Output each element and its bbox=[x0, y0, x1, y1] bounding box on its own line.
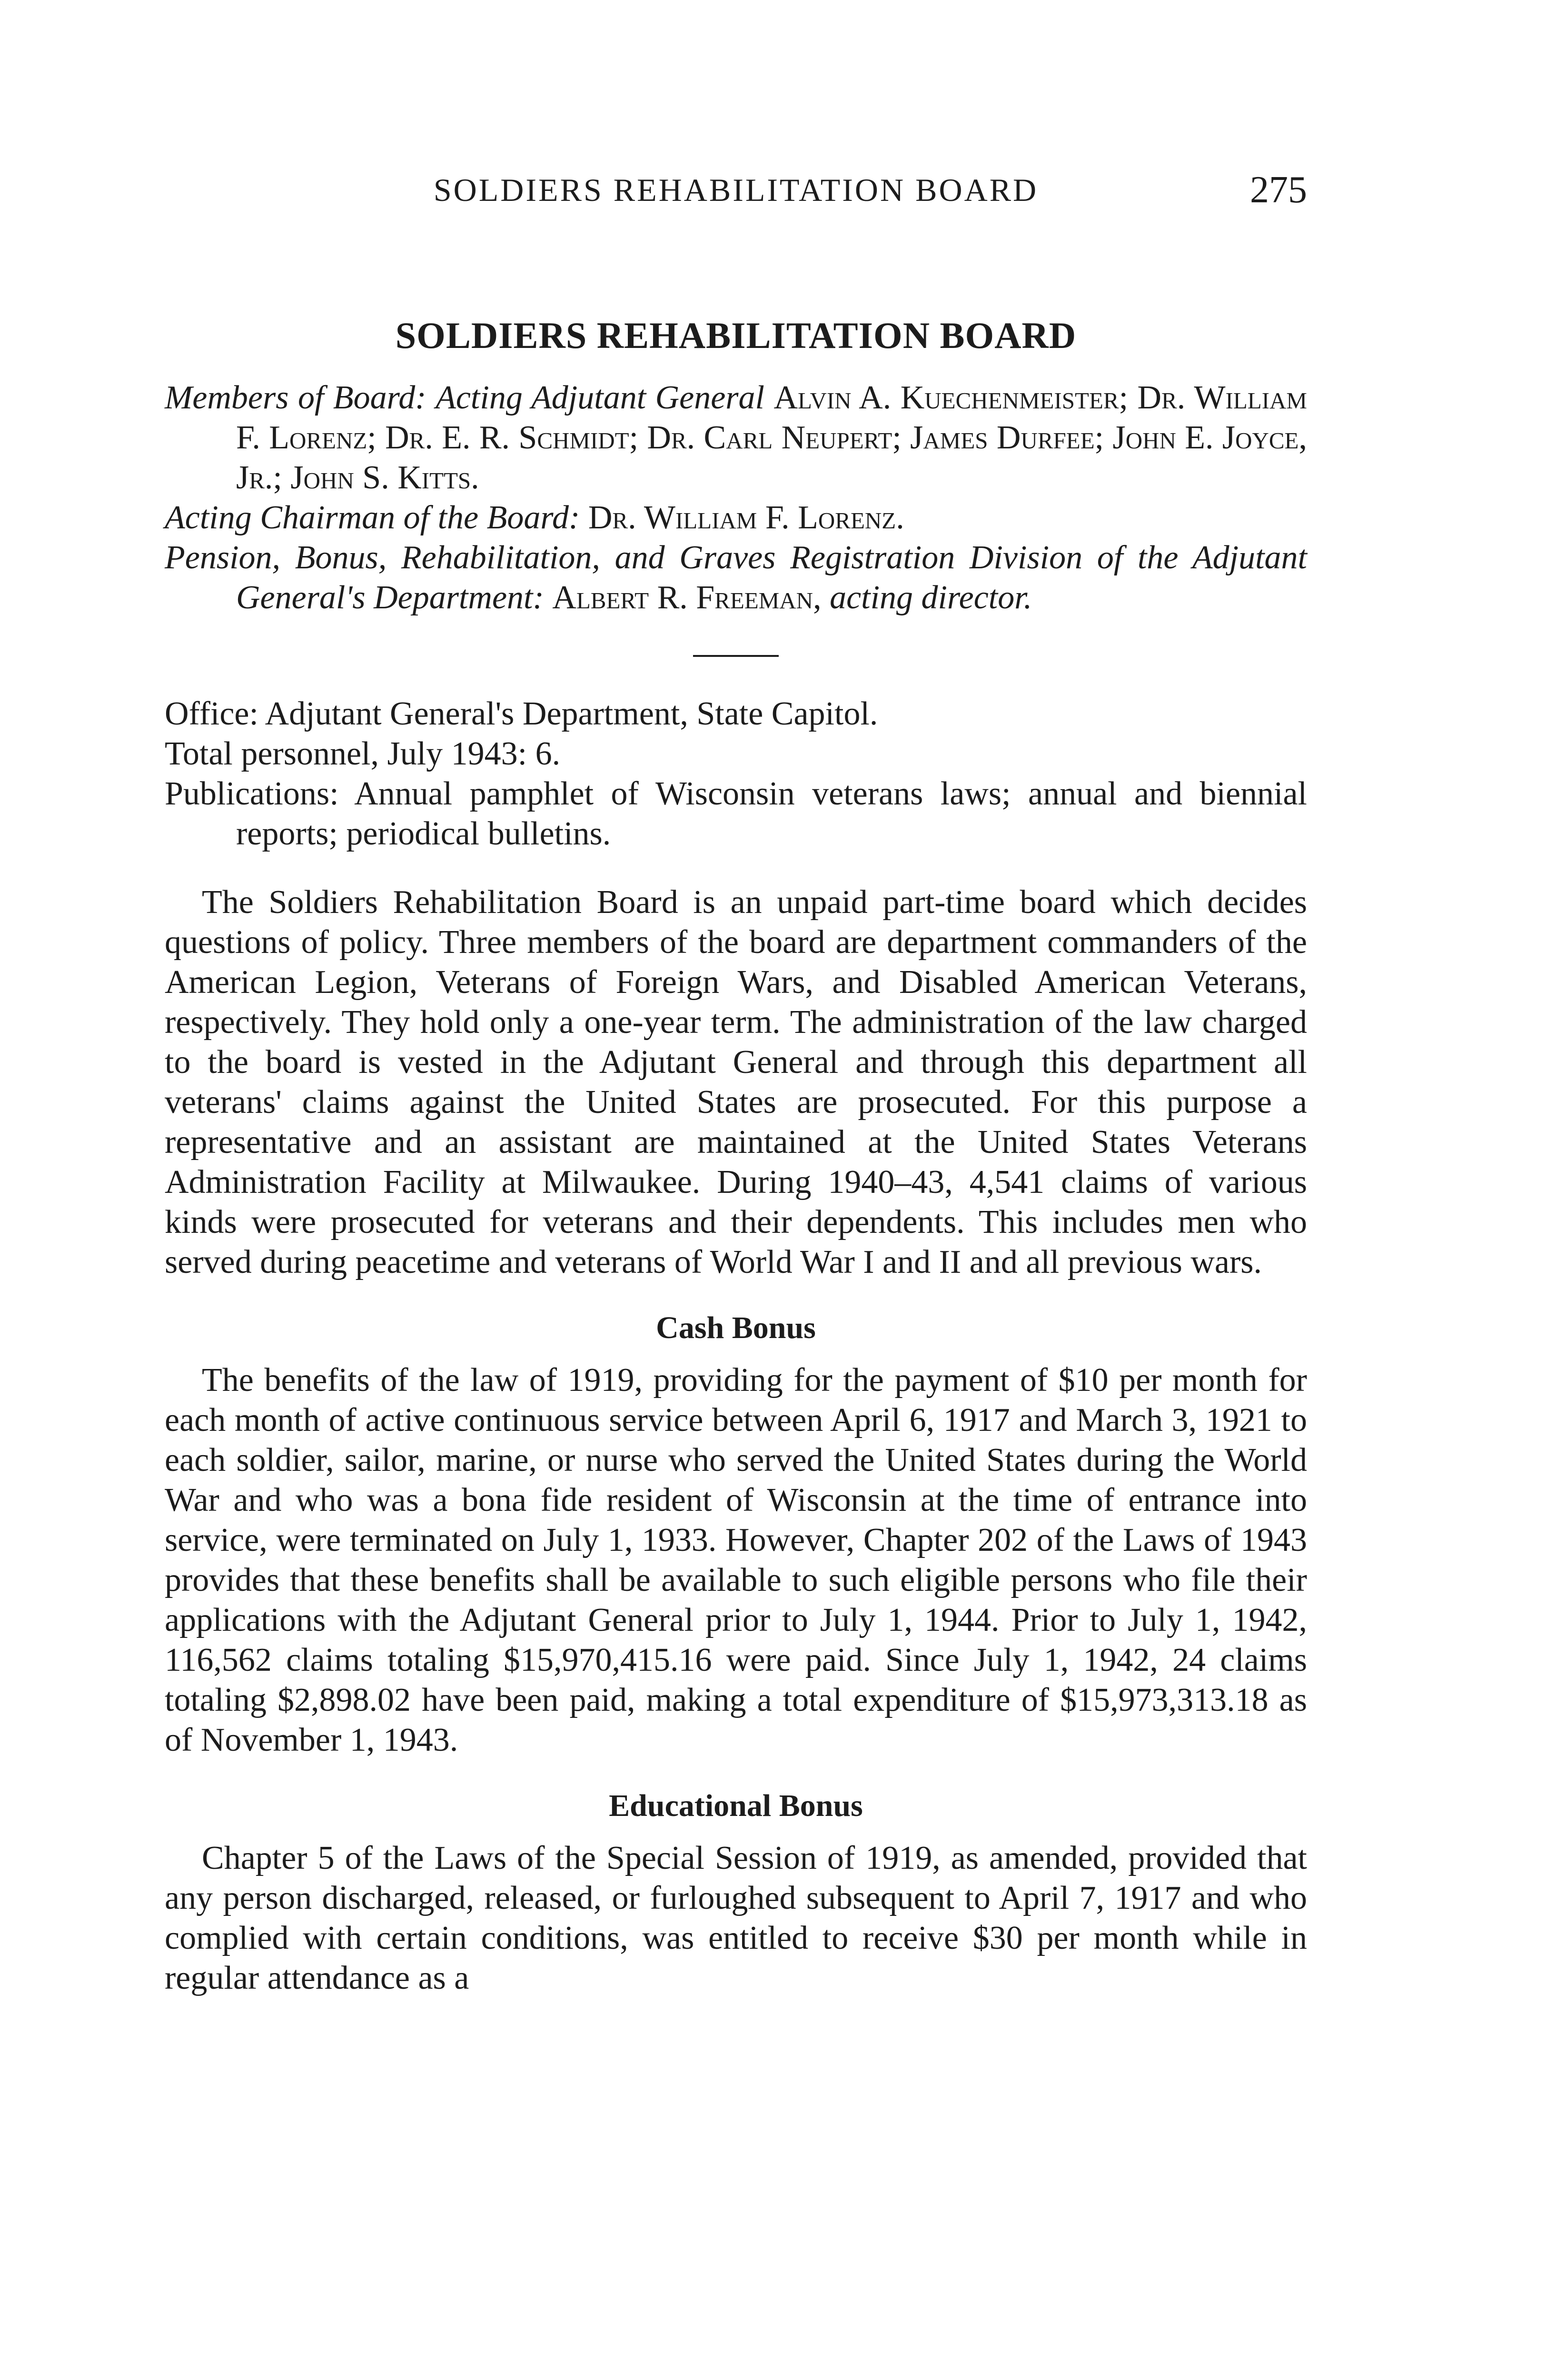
running-head bbox=[165, 171, 1307, 219]
division-role: acting director. bbox=[830, 579, 1032, 616]
running-title: SOLDIERS REHABILITATION BOARD bbox=[433, 172, 1039, 208]
members-entry bbox=[165, 378, 1307, 498]
members-role: Acting Adjutant General bbox=[436, 379, 764, 416]
division-entry bbox=[165, 538, 1307, 618]
chairman-label: Acting Chairman of the Board: bbox=[165, 499, 580, 536]
members-label: Members of Board: bbox=[165, 379, 426, 416]
members-names: Alvin A. Kuechenmeister; Dr. William F. Lorenz; Dr. E. R. Schmidt; Dr. Carl Neupert; James Durfee; John E. Joyce, Jr.; John S. Kitts. bbox=[236, 379, 1307, 496]
publications-line: Publications: Annual pamphlet of Wisconsin veterans laws; annual and biennial reports; periodical bulletins. bbox=[165, 775, 1307, 852]
office-line: Office: Adjutant General's Department, State Capitol. bbox=[165, 695, 878, 732]
chairman-entry bbox=[165, 498, 1307, 538]
page-number: 275 bbox=[1250, 169, 1307, 211]
division-director: Albert R. Freeman, bbox=[552, 579, 822, 616]
spacer bbox=[165, 854, 1307, 883]
page-title: SOLDIERS REHABILITATION BOARD bbox=[395, 315, 1077, 356]
section-heading-educational-bonus: Educational Bonus bbox=[609, 1788, 863, 1823]
educational-bonus-paragraph: Chapter 5 of the Laws of the Special Session of 1919, as amended, provided that any person discharged, released, or furloughed subsequent to April 7, 1917 and who complied with certain conditions, was entitled to receive $30 per month while in regular attendance as a bbox=[165, 1840, 1307, 1996]
divider-rule bbox=[693, 655, 779, 657]
page-content bbox=[165, 314, 1307, 1998]
personnel-line: Total personnel, July 1943: 6. bbox=[165, 735, 561, 772]
section-heading-cash-bonus: Cash Bonus bbox=[656, 1310, 816, 1345]
cash-bonus-paragraph: The benefits of the law of 1919, providing for the payment of $10 per month for each month of active continuous service between April 6, 1917 and March 3, 1921 to each soldier, sailor, marine, or nurse who served the United States during the World War and who was a bona fide resident of Wisconsin at the time of entrance into service, were terminated on July 1, 1933. However, Chapter 202 of the Laws of 1943 provides that these benefits shall be available to such eligible persons who file their applications with the Adjutant General prior to July 1, 1944. Prior to July 1, 1942, 116,562 claims totaling $15,970,415.16 were paid. Since July 1, 1942, 24 claims totaling $2,898.02 have been paid, making a total expenditure of $15,973,313.18 as of November 1, 1943. bbox=[165, 1362, 1307, 1758]
division-label: Pension, Bonus, Rehabilitation, and Graves Registration Division of the Adjutant General's Department: bbox=[165, 539, 1307, 616]
chairman-name: Dr. William F. Lorenz. bbox=[588, 499, 904, 536]
intro-paragraph: The Soldiers Rehabilitation Board is an unpaid part-time board which decides questions of policy. Three members of the board are department commanders of the American Legion, Veterans of Foreign Wars, and Disabled American Veterans, respectively. They hold only a one-year term. The administration of the law charged to the board is vested in the Adjutant General and through this department all veterans' claims against the United States are prosecuted. For this purpose a representative and an assistant are maintained at the United States Veterans Administration Facility at Milwaukee. During 1940–43, 4,541 claims of various kinds were prosecuted for veterans and their dependents. This includes men who served during peacetime and veterans of World War I and II and all previous wars. bbox=[165, 884, 1307, 1280]
